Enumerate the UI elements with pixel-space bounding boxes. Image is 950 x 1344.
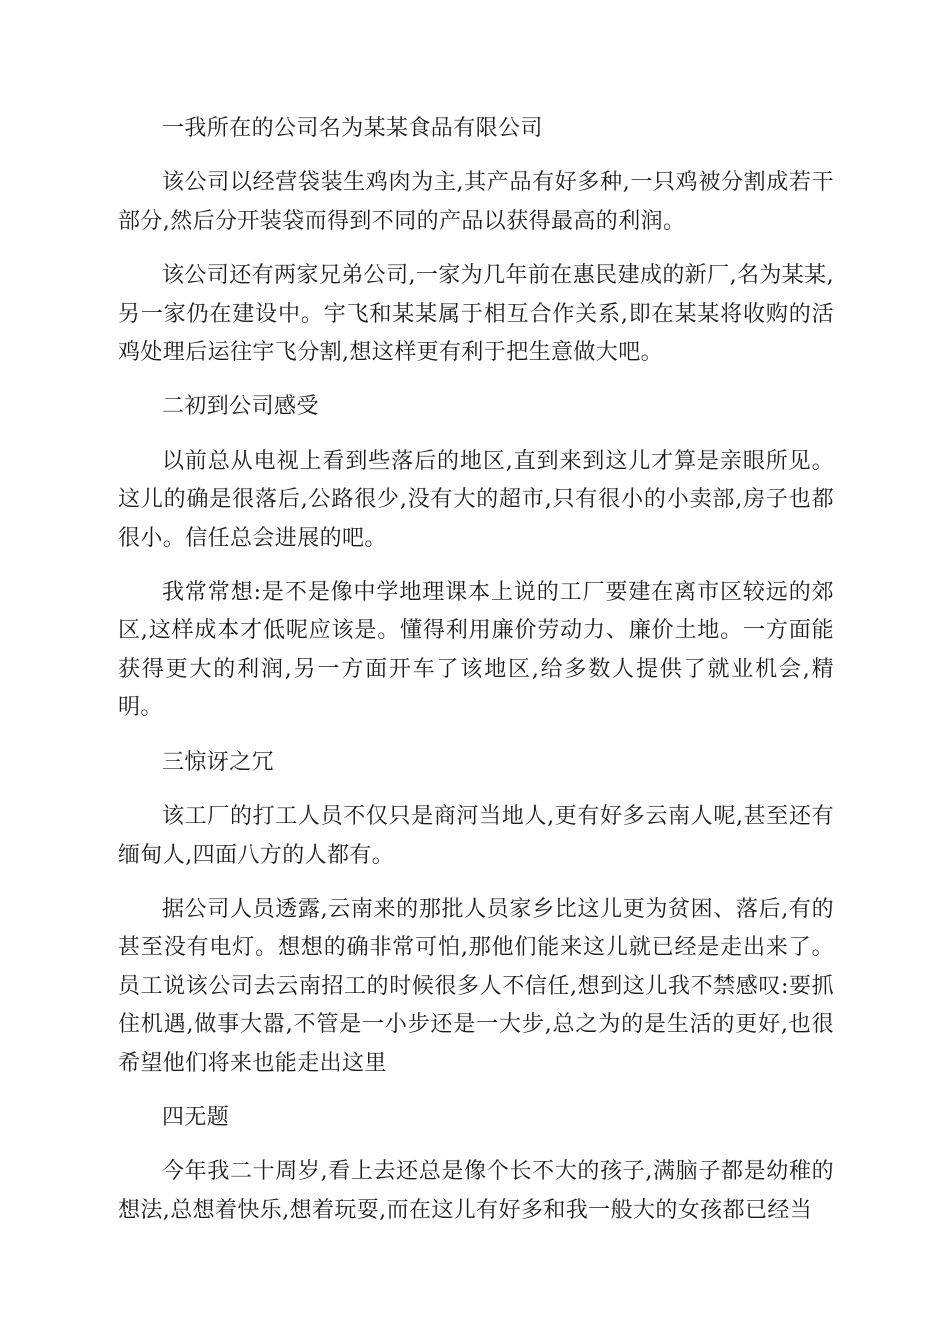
section-heading-2: 二初到公司感受: [162, 394, 319, 420]
paragraph: 今年我二十周岁,看上去还总是像个长不大的孩子,满脑子都是幼稚的想法,总想着快乐,想着玩耍,而在这儿有好多和我一般大的女孩都已经当: [118, 1159, 834, 1223]
paragraph: 该公司还有两家兄弟公司,一家为几年前在惠民建成的新厂,名为某某,另一家仍在建设中。宇飞和某某属于相互合作关系,即在某某将收购的活鸡处理后运往宇飞分割,想这样更有利于把生意做大吧。: [118, 263, 834, 366]
paragraph: 据公司人员透露,云南来的那批人员家乡比这儿更为贫困、落后,有的甚至没有电灯。想想的确非常可怕,那他们能来这儿就已经是走出来了。员工说该公司去云南招工的时候很多人不信任,想到这儿我不禁感叹:要抓住机遇,做事大嚣,不管是一小步还是一大步,总之为的是生活的更好,也很希望他们将来也能走出这里: [118, 896, 834, 1076]
document-body: [118, 110, 834, 1246]
paragraph: 以前总从电视上看到些落后的地区,直到来到这儿才算是亲眼所见。这儿的确是很落后,公路很少,没有大的超市,只有很小的小卖部,房子也都很小。信任总会进展的吧。: [118, 448, 834, 551]
paragraph: 该公司以经营袋装生鸡肉为主,其产品有好多种,一只鸡被分割成若干部分,然后分开装袋而得到不同的产品以获得最高的利润。: [118, 170, 834, 234]
paragraph: 我常常想:是不是像中学地理课本上说的工厂要建在离市区较远的郊区,这样成本才低呢应该是。懂得利用廉价劳动力、廉价土地。一方面能获得更大的利润,另一方面开车了该地区,给多数人提供了就业机会,精明。: [118, 580, 834, 721]
section-heading-1: 一我所在的公司名为某某食品有限公司: [162, 116, 543, 141]
section-heading-4: 四无题: [162, 1104, 230, 1130]
section-heading-3: 三惊讶之冗: [162, 749, 275, 775]
paragraph: 该工厂的打工人员不仅只是商河当地人,更有好多云南人呢,甚至还有缅甸人,四面八方的人都有。: [118, 804, 834, 868]
